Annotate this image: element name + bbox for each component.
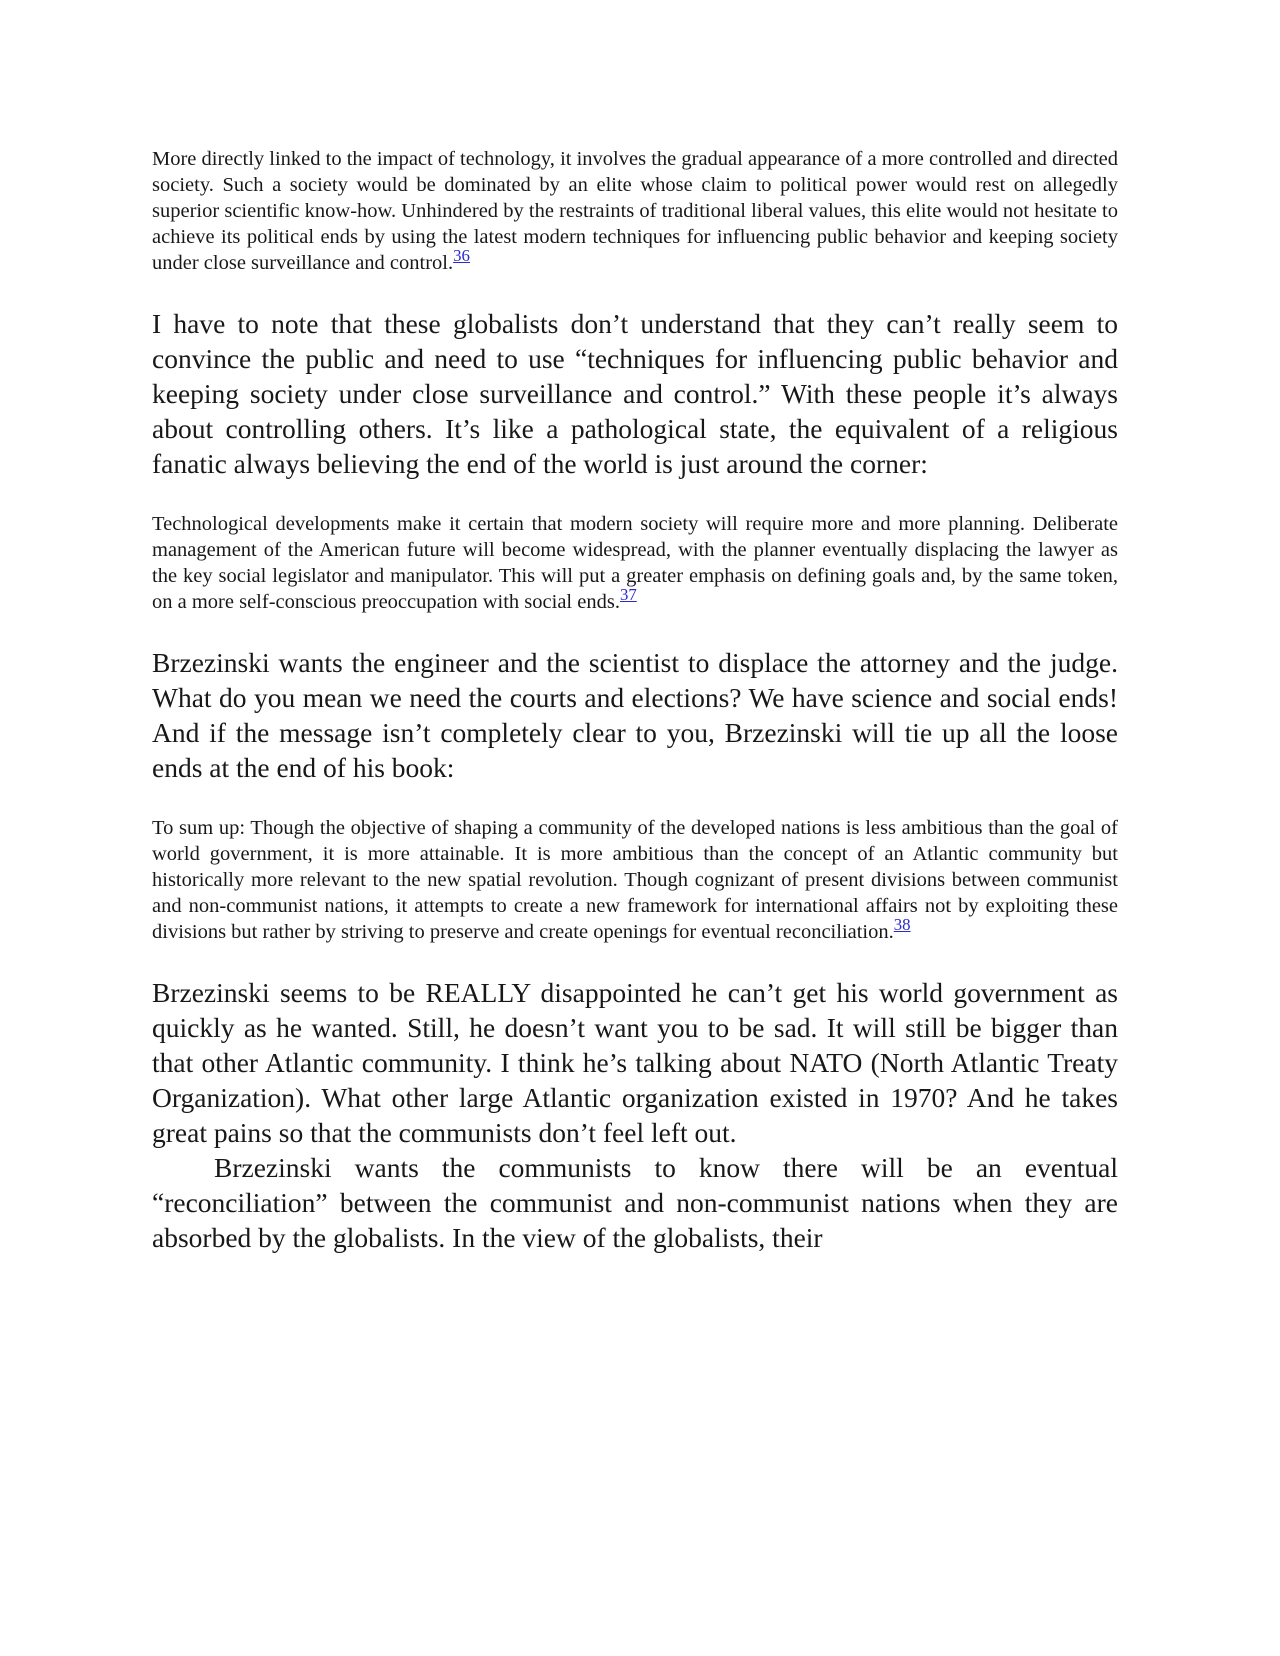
- body-paragraph-2-text: Brzezinski wants the engineer and the scientist to displace the attorney and the judge. What do you mean we need the courts and elections? We have science and social ends! And if the message isn’t completely clear to you, Brzezinski will tie up all the loose ends at the end of his book:: [152, 647, 1118, 783]
- body-paragraph-1-text: I have to note that these globalists don’t understand that they can’t really seem to convince the public and need to use “techniques for influencing public behavior and keeping society under close surveillance and control.” With these people it’s always about controlling others. It’s like a pathological state, the equivalent of a religious fanatic always believing the end of the world is just around the corner:: [152, 308, 1118, 479]
- block-quote-3-text: To sum up: Though the objective of shaping a community of the developed nations is less ambitious than the goal of world government, it is more attainable. It is more ambitious than the concept of an Atlantic community but historically more relevant to the new spatial revolution. Though cognizant of present divisions between communist and non-communist nations, it attempts to create a new framework for international affairs not by exploiting these divisions but rather by striving to preserve and create openings for eventual reconciliation.: [152, 817, 1118, 943]
- block-quote-1: [152, 146, 1118, 276]
- body-paragraph-4: [152, 1150, 1118, 1255]
- body-paragraph-3-text: Brzezinski seems to be REALLY disappointed he can’t get his world government as quickly as he wanted. Still, he doesn’t want you to be sad. It will still be bigger than that other Atlantic community. I think he’s talking about NATO (North Atlantic Treaty Organization). What other large Atlantic organization existed in 1970? And he takes great pains so that the communists don’t feel left out.: [152, 977, 1118, 1148]
- block-quote-2-text: Technological developments make it certain that modern society will require more and more planning. Deliberate management of the American future will become widespread, with the planner eventually displacing the lawyer as the key social legislator and manipulator. This will put a greater emphasis on defining goals and, by the same token, on a more self-conscious preoccupation with social ends.: [152, 513, 1118, 613]
- body-paragraph-4-text: Brzezinski wants the communists to know there will be an eventual “reconciliation” between the communist and non-communist nations when they are absorbed by the globalists. In the view of the globalists, their: [152, 1152, 1118, 1253]
- block-quote-3: [152, 815, 1118, 945]
- footnote-link-38[interactable]: 38: [893, 915, 911, 935]
- body-paragraph-3: [152, 975, 1118, 1150]
- footnote-ref-37: [620, 585, 637, 604]
- body-paragraph-2: [152, 645, 1118, 785]
- footnote-ref-36: [453, 246, 470, 265]
- footnote-ref-38: [894, 915, 911, 934]
- footnote-link-36[interactable]: 36: [453, 246, 470, 266]
- body-paragraph-1: [152, 306, 1118, 481]
- block-quote-2: [152, 511, 1118, 615]
- footnote-link-37[interactable]: 37: [619, 585, 637, 605]
- block-quote-1-text: More directly linked to the impact of technology, it involves the gradual appearance of a more controlled and directed society. Such a society would be dominated by an elite whose claim to political power would rest on allegedly superior scientific know-how. Unhindered by the restraints of traditional liberal values, this elite would not hesitate to achieve its political ends by using the latest modern techniques for influencing public behavior and keeping society under close surveillance and control.: [152, 148, 1118, 274]
